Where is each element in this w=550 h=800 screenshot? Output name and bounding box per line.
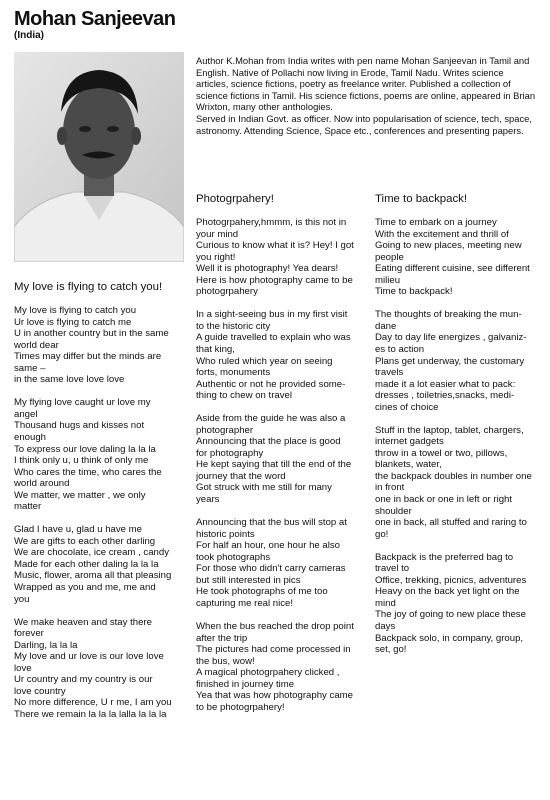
poem-line: Aside from the guide he was also a: [196, 413, 346, 425]
poem-line: in the same love love love: [14, 374, 125, 386]
poem-stanza: [14, 617, 192, 721]
poem-line: My love is flying to catch you: [14, 305, 137, 316]
poem-stanza: [375, 217, 545, 298]
poem-line: Curious to know what it is? Hey! I got: [196, 240, 354, 252]
poem-line: To express our love daling la la la: [14, 443, 156, 455]
poem-line: My flying love caught ur love my: [14, 397, 151, 409]
poem-line: go!: [375, 528, 389, 540]
poem-line: forever: [14, 628, 44, 640]
poem-line: forts, monuments: [196, 367, 271, 379]
poem-stanza: [14, 524, 192, 605]
poem-line: Stuff in the laptop, tablet, chargers,: [375, 424, 524, 436]
poem-line: I think only u, u think of only me: [14, 455, 149, 467]
poem-line: love country: [14, 685, 66, 697]
poem-line: days: [375, 621, 396, 632]
poem-line: Got struck with me still for many: [196, 482, 332, 494]
poem-line: Thousand hugs and kisses not: [14, 420, 145, 432]
poem-line: No more difference, U r me, I am you: [14, 697, 172, 709]
poem-line: Backpack is the preferred bag to: [375, 551, 514, 563]
poem-line: Announcing that the bus will stop at: [196, 517, 347, 529]
poem-line: U in another country but in the same: [14, 328, 169, 340]
poem-line: dane: [375, 320, 397, 332]
poem-line: Time to backpack!: [375, 286, 453, 298]
poem-line: Office, trekking, picnics, adventures: [375, 574, 527, 586]
poem-line: after the trip: [196, 632, 248, 644]
poem-line: Ur country and my country is our: [14, 674, 153, 686]
poem-line: years: [196, 494, 220, 506]
poem-line: My love and ur love is our love love: [14, 651, 164, 663]
poem-line: Well it is photography! Yea dears!: [196, 263, 339, 275]
poem-line: Day to day life energizes , galvaniz-: [375, 332, 527, 344]
poem-line: Eating different cuisine, see different: [375, 263, 530, 275]
poem-stanza: [14, 397, 192, 512]
poem-line: made it a lot easier what to pack:: [375, 378, 516, 390]
poem-title: Photogrpahery!: [196, 193, 274, 205]
poem-line: The pictures had come processed in: [196, 644, 351, 656]
poem-stanza: [14, 305, 192, 386]
poem-stanza: [196, 217, 371, 298]
poem-line: angel: [14, 408, 38, 420]
poem-line: you right!: [196, 251, 236, 263]
poem-line: Authentic or not he provided some-: [196, 378, 346, 390]
poem-line: Who cares the time, who cares the: [14, 466, 162, 478]
poem-line: set, go!: [375, 644, 407, 656]
poem-line: We are chocolate, ice cream , candy: [14, 547, 169, 559]
poem-stanza: [375, 425, 545, 540]
poem-line: Here is how photography came to be: [196, 274, 353, 286]
poem-line: thing to chew on travel: [196, 390, 292, 402]
poem-stanza: [375, 552, 545, 656]
poem-line: Music, flower, aroma all that pleasing: [14, 570, 172, 582]
poem-line: travels: [375, 367, 404, 379]
poem-line: The joy of going to new place these: [375, 609, 526, 621]
poem-backpack: [375, 193, 545, 667]
poem-line: A guide travelled to explain who was: [196, 332, 351, 344]
poem-line: Plans get underway, the customary: [375, 355, 525, 367]
poem-line: milieu: [375, 274, 401, 286]
poem-line: dresses , toiletries,snacks, medi-: [375, 390, 515, 402]
poem-line: one in back or one in left or right: [375, 494, 513, 506]
poem-line: We make heaven and stay there: [14, 616, 152, 628]
poem-line: but still interested in pics: [196, 574, 301, 586]
poem-line: throw in a towel or two, pillows,: [375, 447, 508, 459]
poem-line: We matter, we matter , we only: [14, 489, 146, 501]
poem-line: The thoughts of breaking the mun-: [375, 309, 522, 321]
poem-line: photogrpahery: [196, 286, 258, 298]
poem-line: your mind: [196, 228, 239, 240]
author-photo: [14, 52, 184, 262]
poem-stanza: [196, 517, 371, 609]
poem-line: one in back, all stuffed and raring to: [375, 517, 527, 529]
poem-line: For half an hour, one hour he also: [196, 540, 341, 552]
poem-line: internet gadgets: [375, 436, 444, 448]
poem-line: Photogrpahery,hmmm, is this not in: [196, 217, 347, 228]
poem-line: historic points: [196, 528, 255, 540]
poem-line: When the bus reached the drop point: [196, 620, 354, 632]
poem-line: We are gifts to each other darling: [14, 535, 156, 547]
poem-stanza: [196, 309, 371, 401]
poem-line: to the historic city: [196, 320, 271, 332]
poem-line: world around: [14, 478, 70, 490]
poem-line: Ur love is flying to catch me: [14, 316, 132, 328]
poem-line: There we remain la la la lalla la la la: [14, 709, 167, 720]
poem-line: Yea that was how photography came: [196, 690, 353, 702]
poem-line: enough: [14, 431, 47, 443]
poem-line: Backpack solo, in company, group,: [375, 632, 524, 644]
poem-line: blankets, water,: [375, 459, 442, 471]
poem-line: in front: [375, 482, 405, 494]
author-name: Mohan Sanjeevan: [14, 8, 176, 30]
poem-line: photographer: [196, 424, 254, 436]
poem-line: took photographs: [196, 551, 271, 563]
poem-line: for photography: [196, 447, 264, 459]
poem-title: My love is flying to catch you!: [14, 281, 163, 293]
poem-line: With the excitement and thrill of: [375, 228, 509, 240]
poem-stanza: [375, 309, 545, 413]
poem-line: Wrapped as you and me, me and: [14, 582, 156, 594]
poem-line: love: [14, 662, 32, 674]
poem-line: In a sight-seeing bus in my first visit: [196, 309, 348, 321]
poem-stanza: [196, 413, 371, 505]
poem-line: mind: [375, 597, 396, 609]
poem-line: finished in journey time: [196, 678, 295, 690]
poem-line: A magical photogrpahery clicked ,: [196, 667, 340, 679]
poem-line: capturing me real nice!: [196, 597, 294, 609]
poem-line: world dear: [14, 339, 59, 351]
poem-line: shoulder: [375, 505, 412, 517]
poem-title: Time to backpack!: [375, 193, 468, 205]
poem-line: Going to new places, meeting new: [375, 240, 522, 252]
poem-line: Who ruled which year on seeing: [196, 355, 333, 367]
poem-line: travel to: [375, 563, 410, 575]
poem-stanza: [196, 621, 371, 713]
poem-love: [14, 281, 192, 732]
poem-line: Heavy on the back yet light on the: [375, 586, 520, 598]
author-country: (India): [14, 30, 44, 41]
poem-line: Announcing that the place is good: [196, 436, 341, 448]
poem-line: that king,: [196, 343, 235, 355]
bio-paragraph: Served in Indian Govt. as officer. Now into popularisation of science, tech, space, astronomy. Attending Science, Space etc., conferences and presenting papers.: [196, 112, 532, 136]
poem-line: Glad I have u, glad u have me: [14, 524, 142, 536]
poem-line: same –: [14, 362, 46, 374]
poem-line: Made for each other daling la la la: [14, 558, 159, 570]
poem-line: Time to embark on a journey: [375, 217, 497, 228]
poem-line: cines of choice: [375, 401, 439, 413]
poem-line: you: [14, 593, 30, 605]
poem-line: journey that the word: [196, 470, 286, 482]
poem-line: Darling, la la la: [14, 639, 78, 651]
poem-line: He took photographs of me too: [196, 586, 328, 598]
bio-paragraph: Author K.Mohan from India writes with pen name Mohan Sanjeevan in Tamil and English. Native of Pollachi now living in Erode, Tamil Nadu. Writes science articles, science fictions, poetry as freelance writer. Published a collection of science fictions in Tamil. His science fictions, poems are online, appeared in Brian Wrixton, many other anthologies.: [196, 55, 536, 113]
poem-line: He kept saying that till the end of the: [196, 459, 352, 471]
poem-line: matter: [14, 501, 42, 513]
poem-line: es to action: [375, 343, 425, 355]
poem-line: people: [375, 251, 404, 263]
poem-line: the bus, wow!: [196, 655, 255, 667]
author-bio: [196, 55, 536, 136]
poem-line: the backpack doubles in number one: [375, 470, 532, 482]
poem-line: to be photogrpahery!: [196, 701, 285, 713]
portrait-image: [14, 52, 184, 262]
poem-photogrpahery: [196, 193, 371, 725]
poem-line: For those who didn't carry cameras: [196, 563, 346, 575]
poem-line: Times may differ but the minds are: [14, 351, 162, 363]
